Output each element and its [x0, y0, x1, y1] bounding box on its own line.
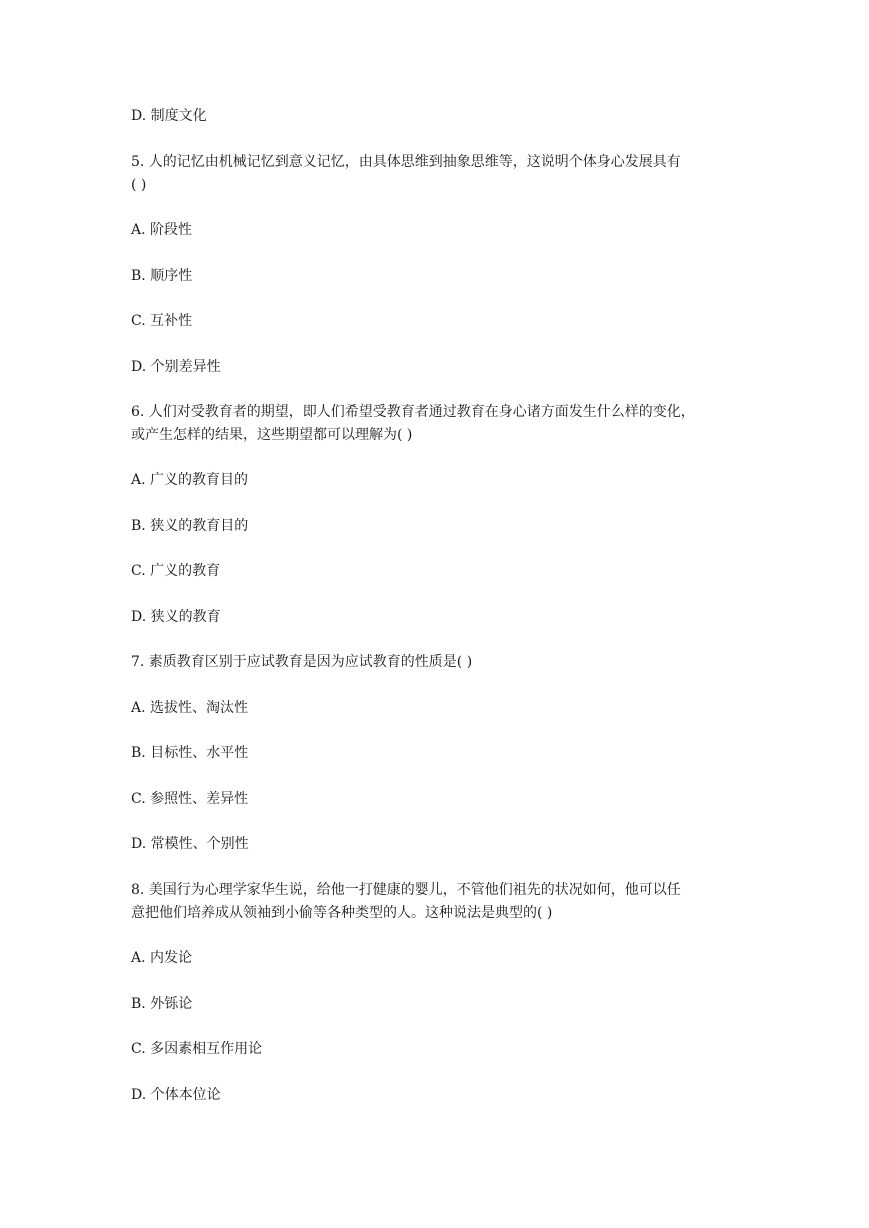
question-8-option-d: D. 个体本位论 [131, 1087, 221, 1103]
question-5-option-c: C. 互补性 [131, 313, 193, 329]
question-6-option-b: B. 狭义的教育目的 [131, 518, 249, 534]
question-7-option-c: C. 参照性、差异性 [131, 791, 249, 807]
question-8-text-continued: 意把他们培养成从领袖到小偷等各种类型的人。这种说法是典型的( ) [131, 905, 553, 921]
question-5-option-d: D. 个别差异性 [131, 359, 221, 375]
question-6-option-c: C. 广义的教育 [131, 563, 221, 579]
question-5-option-a: A. 阶段性 [131, 222, 193, 238]
question-6-text-continued: 或产生怎样的结果，这些期望都可以理解为( ) [131, 427, 413, 443]
question-5-text: 5. 人的记忆由机械记忆到意义记忆，由具体思维到抽象思维等，这说明个体身心发展具有 [131, 154, 681, 170]
question-8-text: 8. 美国行为心理学家华生说，给他一打健康的婴儿，不管他们祖先的状况如何，他可以任 [131, 882, 681, 898]
question-8-option-a: A. 内发论 [131, 950, 193, 966]
question-8-option-c: C. 多因素相互作用论 [131, 1041, 263, 1057]
question-6-option-a: A. 广义的教育目的 [131, 472, 249, 488]
question-8-option-b: B. 外铄论 [131, 996, 193, 1012]
option-d-institutional-culture: D. 制度文化 [131, 108, 207, 124]
question-6-text: 6. 人们对受教育者的期望，即人们希望受教育者通过教育在身心诸方面发生什么样的变化， [131, 404, 695, 420]
question-5-option-b: B. 顺序性 [131, 268, 193, 284]
question-6-option-d: D. 狭义的教育 [131, 609, 221, 625]
question-7-option-d: D. 常模性、个别性 [131, 836, 249, 852]
question-7-text: 7. 素质教育区别于应试教育是因为应试教育的性质是( ) [131, 654, 473, 670]
question-5-blank: ( ) [131, 177, 147, 193]
question-7-option-b: B. 目标性、水平性 [131, 745, 249, 761]
question-7-option-a: A. 选拔性、淘汰性 [131, 700, 249, 716]
